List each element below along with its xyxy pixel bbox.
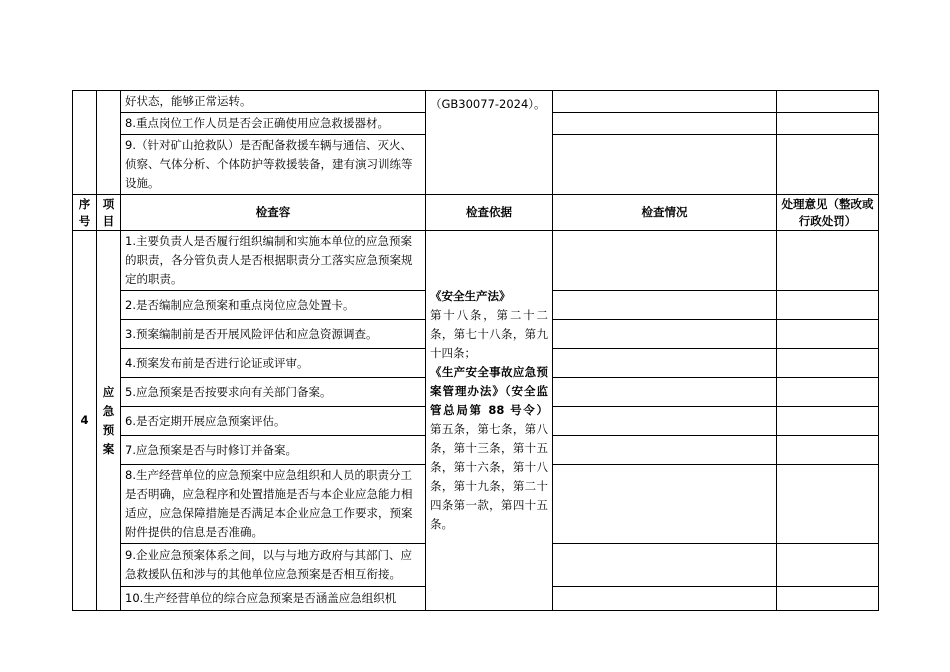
check-status-8[interactable]: [553, 465, 777, 544]
prev-content-1: 好状态，能够正常运转。: [121, 91, 426, 113]
basis-law-2: 《生产安全事故应急预案管理办法》（安全监管总局第 88 号令）: [430, 365, 548, 417]
table-row: [73, 231, 879, 291]
header-opinion: 处理意见（整改或行政处罚）: [777, 195, 879, 231]
prev-item-cell: [97, 91, 121, 195]
check-opinion-1[interactable]: [777, 231, 879, 291]
check-opinion-7[interactable]: [777, 436, 879, 465]
check-status-5[interactable]: [553, 378, 777, 407]
header-basis: 检查依据: [426, 195, 553, 231]
check-content-8: 8.生产经营单位的应急预案中应急组织和人员的职责分工是否明确，应急程序和处置措施是否与本企业应急能力相适应，应急保障措施是否满足本企业应急工作要求，预案附件提供的信息是否准确。: [121, 465, 426, 544]
check-content-6: 6.是否定期开展应急预案评估。: [121, 407, 426, 436]
check-content-7: 7.应急预案是否与时修订并备案。: [121, 436, 426, 465]
basis-law-1: 《安全生产法》: [430, 289, 511, 303]
check-opinion-8[interactable]: [777, 465, 879, 544]
check-status-1[interactable]: [553, 231, 777, 291]
check-opinion-2[interactable]: [777, 291, 879, 320]
prev-status-2[interactable]: [553, 113, 777, 135]
prev-content-3: 9.（针对矿山抢救队）是否配备救援车辆与通信、灭火、侦察、气体分析、个体防护等救援装备，建有演习训练等设施。: [121, 135, 426, 195]
header-seq: 序号: [73, 195, 97, 231]
prev-status-1[interactable]: [553, 91, 777, 113]
check-content-3: 3.预案编制前是否开展风险评估和应急资源调查。: [121, 320, 426, 349]
prev-basis: （GB30077-2024）。: [426, 91, 553, 195]
check-opinion-6[interactable]: [777, 407, 879, 436]
inspection-table-sheet: [72, 90, 878, 611]
header-content: 检查容: [121, 195, 426, 231]
prev-status-3[interactable]: [553, 135, 777, 195]
header-status: 检查情况: [553, 195, 777, 231]
header-item: 项目: [97, 195, 121, 231]
header-row: [73, 195, 879, 231]
check-content-5: 5.应急预案是否按要求向有关部门备案。: [121, 378, 426, 407]
basis-law-2-articles: 第五条，第七条，第八条，第十三条，第十五条，第十六条，第十八条，第十九条，第二十四条第一款，第四十五条。: [430, 422, 548, 531]
check-status-6[interactable]: [553, 407, 777, 436]
prev-content-2: 8.重点岗位工作人员是否会正确使用应急救援器材。: [121, 113, 426, 135]
check-content-9: 9.企业应急预案体系之间，以与与地方政府与其部门、应急救援队伍和涉与的其他单位应急预案是否相互衔接。: [121, 544, 426, 587]
check-status-3[interactable]: [553, 320, 777, 349]
check-status-7[interactable]: [553, 436, 777, 465]
check-content-2: 2.是否编制应急预案和重点岗位应急处置卡。: [121, 291, 426, 320]
check-content-4: 4.预案发布前是否进行论证或评审。: [121, 349, 426, 378]
check-status-10[interactable]: [553, 587, 777, 611]
check-opinion-10[interactable]: [777, 587, 879, 611]
check-status-4[interactable]: [553, 349, 777, 378]
section-item: 应急预案: [97, 231, 121, 611]
check-status-2[interactable]: [553, 291, 777, 320]
prev-opinion-1[interactable]: [777, 91, 879, 113]
section-number: 4: [73, 231, 97, 611]
basis-law-1-articles: 第十八条，第二十二条，第七十八条，第九十四条；: [430, 308, 548, 360]
inspection-table: [72, 90, 879, 611]
check-opinion-5[interactable]: [777, 378, 879, 407]
check-content-1: 1.主要负责人是否履行组织编制和实施本单位的应急预案的职责，各分管负责人是否根据职责分工落实应急预案规定的职责。: [121, 231, 426, 291]
prev-seq-cell: [73, 91, 97, 195]
prev-opinion-3[interactable]: [777, 135, 879, 195]
check-opinion-4[interactable]: [777, 349, 879, 378]
section-basis: [426, 231, 553, 611]
check-opinion-3[interactable]: [777, 320, 879, 349]
check-opinion-9[interactable]: [777, 544, 879, 587]
check-status-9[interactable]: [553, 544, 777, 587]
prev-opinion-2[interactable]: [777, 113, 879, 135]
check-content-10: 10.生产经营单位的综合应急预案是否涵盖应急组织机: [121, 587, 426, 611]
prev-row-1: [73, 91, 879, 113]
